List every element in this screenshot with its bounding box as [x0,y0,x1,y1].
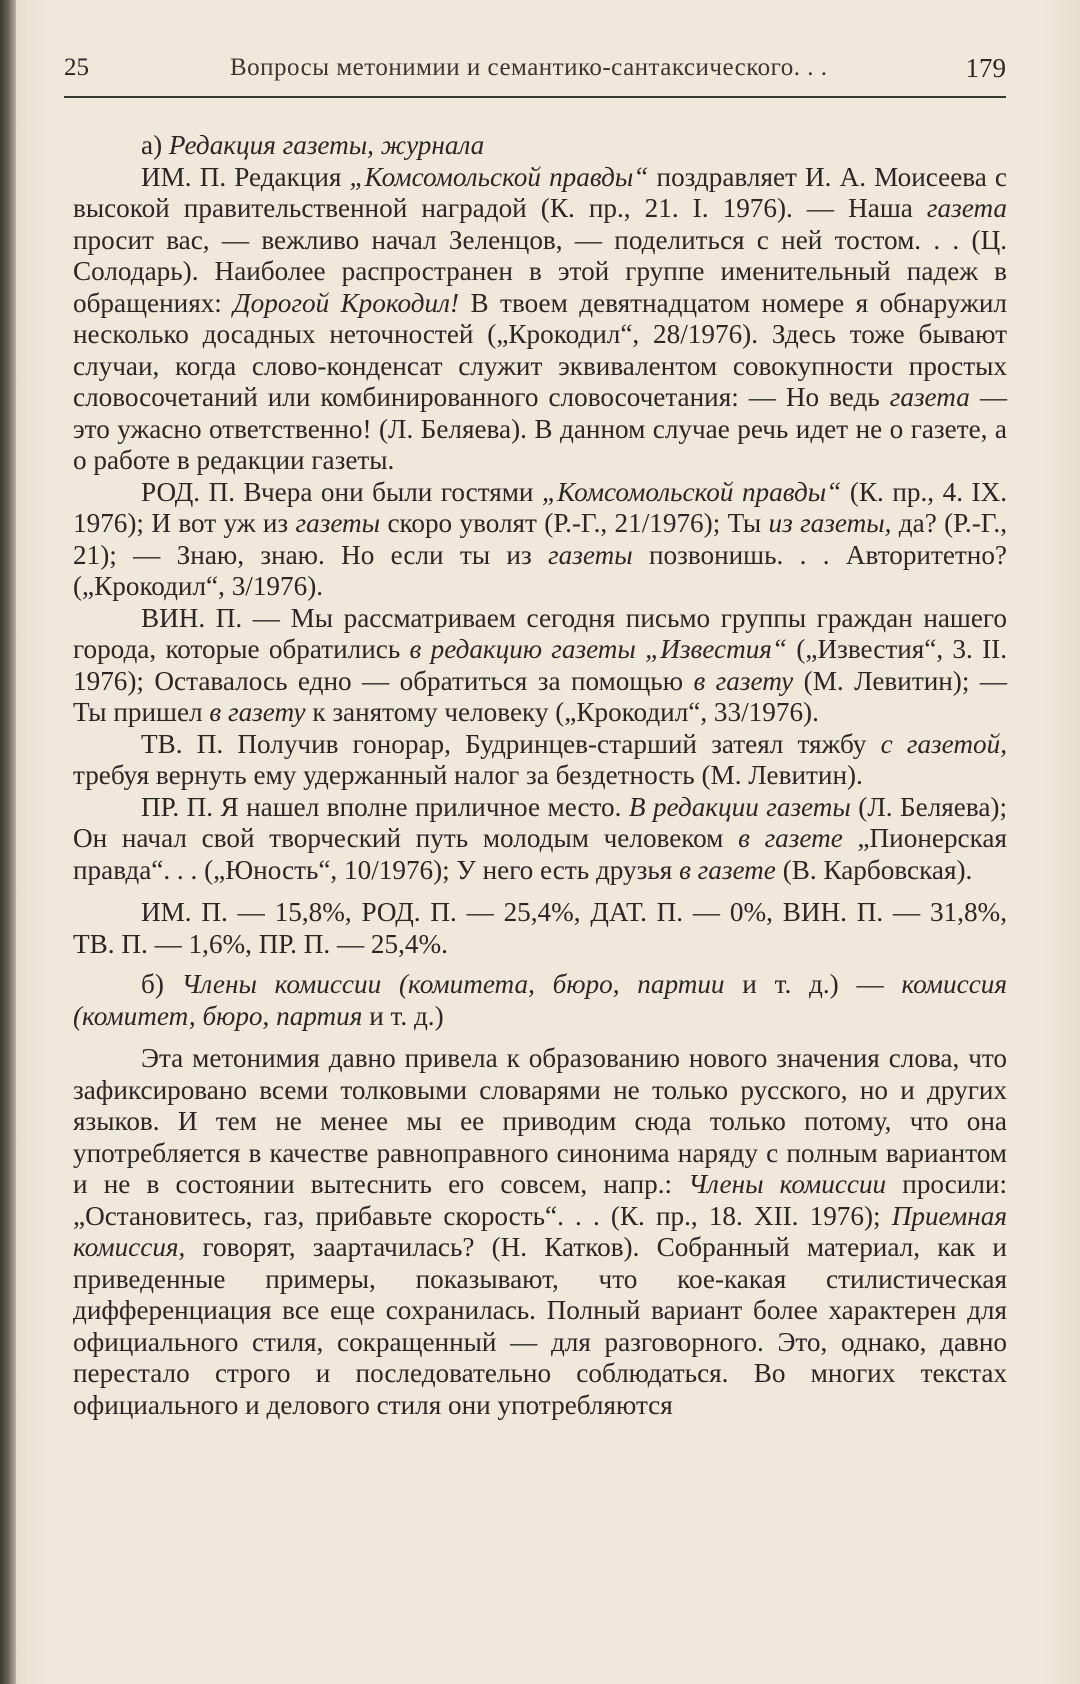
emphasis: в газету [209,697,306,727]
text-run: ТВ. П. Получив гонорар, Будринцев-старший затеял тяжбу [141,728,881,759]
text-run: ИМ. П. Редакция [141,161,350,192]
emphasis: комиссия (комитет, бюро, партия [73,969,1007,1031]
emphasis: „Комсомольской правды“ [349,161,649,192]
text-run: просили: „Остановитесь, газ, прибавьте скорость“. . . (К. пр., 18. XII. 1976); [73,1169,1007,1231]
subsection-b-heading [73,969,1007,1032]
text-run: РОД. П. Вчера они были гостями [141,476,542,507]
body-text [73,130,1007,1421]
text-run: (К. пр., 4. IX. 1976); И вот уж из [73,476,1007,538]
text-run: (Л. Беляева); Он начал свой творческий путь молодым человеком [73,791,1007,853]
emphasis: с газетой, [880,728,1007,759]
text-run: позвонишь. . . Авторитетно? („Крокодил“, 3/1976). [73,539,1007,601]
emphasis: газета [889,382,970,412]
text-run: требуя вернуть ему удержанный налог за бездетность (М. Левитин). [73,760,863,790]
header-rule [64,96,1006,98]
text-run: — это ужасно ответственно! (Л. Беляева). В данном случае речь идет не о газете, а о работе в редакции газеты. [73,382,1007,475]
text-run: („Известия“, 3. II. 1976); Оставалось едно — обратиться за помощью [73,634,1007,696]
text-run: (М. Левитин); — Ты пришел [73,665,1008,727]
emphasis: „Комсомольской правды“ [542,476,842,507]
emphasis: в редакцию газеты „Известия“ [409,634,788,664]
text-run: В твоем девятнадцатом номере я обнаружил несколько досадных неточностей („Крокодил“, 28/1976). Здесь тоже бывают случаи, когда слово-конденсат служит эквивалентом совокупности простых словосочетаний или комбинированного словосочетания: — Но ведь [73,287,1007,412]
list-marker-b: б) [141,969,182,999]
subsection-a-title: Редакция газеты, журнала [168,130,485,160]
emphasis: Члены комиссии [688,1169,887,1199]
book-spine-shadow [0,0,16,1684]
paragraph-accusative [73,603,1007,729]
text-run: и т. д.) [362,1000,444,1031]
paragraph-instrumental [73,729,1007,792]
paragraph-genitive [73,477,1007,603]
text-run: говорят, заартачилась? (Н. Катков). Собранный материал, как и приведенные примеры, показывают, что кое-какая стилистическая дифференциация все еще сохранилась. Полный вариант более характерен для официального стиля, сокращенный — для разговорного. Это, однако, давно перестало строго и последовательно соблюдаться. Во многих текстах официального и делового стиля они употребляются [73,1232,1007,1420]
text-run: Эта метонимия давно привела к образованию нового значения слова, что зафиксировано всеми толковыми словарями не только русского, но и других языков. И тем не менее мы ее приводим сюда только потому, что она употребляется в качестве равноправного синонима наряду с полным вариантом и не в состоянии вытеснить его совсем, напр.: [73,1043,1007,1199]
text-run: поздравляет И. А. Моисеева с высокой правительственной наградой (К. пр., 21. I. 1976). — Наша [73,161,1007,223]
subsection-a-heading [73,130,1007,162]
text-run: к занятому человеку („Крокодил“, 33/1976). [305,697,819,727]
running-title: Вопросы метонимии и семантико-сантаксического. . . [230,54,828,81]
emphasis: В редакции газеты [628,791,851,822]
chapter-number: 25 [64,54,89,81]
text-run: ВИН. П. — Мы рассматриваем сегодня письмо группы граждан нашего города, которые обратились [73,602,1007,664]
emphasis: в газете [738,823,843,853]
emphasis: Приемная комиссия, [73,1200,1007,1262]
emphasis: газеты [295,508,381,538]
text-run: просит вас, — вежливо начал Зеленцов, — поделиться с ней тостом. . . (Ц. Солодарь). Наиболее распространен в этой группе именительный падеж в обращениях: [73,224,1007,318]
emphasis: газета [926,193,1007,223]
paragraph-metonymy-discussion [73,1043,1007,1421]
text-run: „Пионерская правда“. . . („Юность“, 10/1976); У него есть друзья [73,823,1007,885]
text-run: скоро уволят (Р.-Г., 21/1976); Ты [380,508,769,538]
paragraph-prepositional [73,792,1007,887]
emphasis: Дорогой Крокодил! [233,287,460,318]
paragraph-nominative [73,162,1007,477]
emphasis: Члены комиссии (комитета, бюро, партии [181,969,725,999]
running-header [64,48,1006,88]
text-run: ПР. П. Я нашел вполне приличное место. [141,791,629,822]
emphasis: в газету [693,665,794,696]
text-run: и т. д.) — [724,969,902,999]
emphasis: из газеты, [768,508,892,538]
case-statistics: ИМ. П. — 15,8%, РОД. П. — 25,4%, ДАТ. П. — 0%, ВИН. П. — 31,8%, ТВ. П. — 1,6%, ПР. П. — 25,4%. [73,897,1007,959]
page-number: 179 [965,53,1006,83]
emphasis: газеты [548,539,633,570]
emphasis: в газете [679,854,776,885]
text-run: (В. Карбовская). [775,854,973,885]
text-run: да? (Р.-Г., 21); — Знаю, знаю. Но если ты из [73,508,1007,570]
list-marker-a: а) [141,130,169,160]
